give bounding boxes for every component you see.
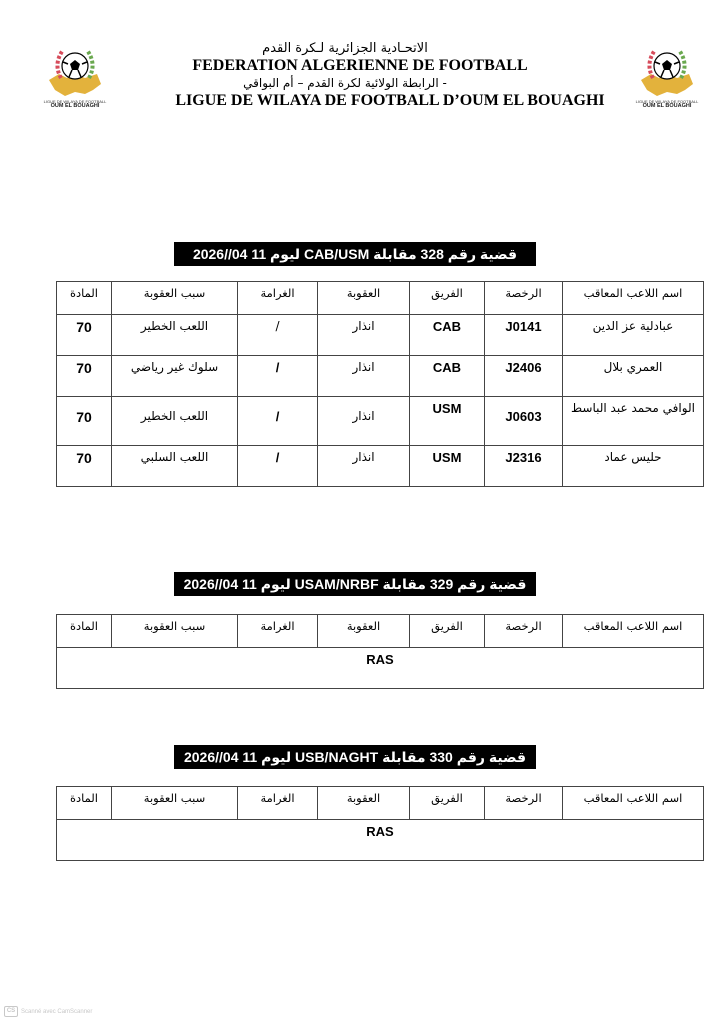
- cell-player: حليس عماد: [563, 446, 704, 487]
- col-header-license: الرخصة: [485, 615, 563, 648]
- cell-ras: RAS: [57, 648, 704, 689]
- cell-reason: اللعب الخطير: [112, 315, 238, 356]
- table-header-row: [57, 787, 704, 820]
- cell-article: 70: [57, 356, 112, 397]
- col-header-license: الرخصة: [485, 282, 563, 315]
- cell-player: الوافي محمد عبد الباسط: [563, 397, 704, 446]
- federation-french-title: FEDERATION ALGERIENNE DE FOOTBALL: [192, 57, 528, 74]
- col-header-reason: سبب العقوبة: [112, 787, 238, 820]
- cell-article: 70: [57, 315, 112, 356]
- cell-license: J0603: [485, 397, 563, 446]
- col-header-team: الفريق: [410, 787, 485, 820]
- camscanner-icon: CS: [4, 1006, 18, 1017]
- table-header-row: [57, 615, 704, 648]
- case-title-330: [174, 745, 536, 769]
- col-header-team: الفريق: [410, 615, 485, 648]
- sanctions-table-330: [56, 786, 704, 861]
- case-title-328: [174, 242, 536, 266]
- sanctions-table-328: [56, 281, 704, 487]
- col-header-fine: الغرامة: [238, 787, 318, 820]
- league-logo-right: [624, 44, 709, 112]
- col-header-penalty: العقوبة: [318, 787, 410, 820]
- cell-fine: /: [238, 315, 318, 356]
- col-header-article: المادة: [57, 615, 112, 648]
- col-header-reason: سبب العقوبة: [112, 615, 238, 648]
- sanctions-table-329: [56, 614, 704, 689]
- federation-arabic-title: الاتحـادية الجزائرية لـكرة القدم: [262, 41, 428, 56]
- cell-fine: /: [238, 446, 318, 487]
- document-header: [100, 40, 620, 109]
- col-header-article: المادة: [57, 787, 112, 820]
- cell-fine: /: [238, 397, 318, 446]
- col-header-player: اسم اللاعب المعاقب: [563, 282, 704, 315]
- football-logo-icon: [637, 44, 697, 100]
- logo-caption-line1: LIGUE DE WILAYA DE FOOTBALL: [635, 99, 699, 104]
- case-title-text: قضية رقم 328 مقابلة CAB/USM ليوم 11 04//2026: [192, 246, 518, 262]
- col-header-fine: الغرامة: [238, 615, 318, 648]
- cell-team: CAB: [410, 315, 485, 356]
- table-header-row: [57, 282, 704, 315]
- table-row: [57, 820, 704, 861]
- table-row: [57, 356, 704, 397]
- cell-reason: اللعب الخطير: [112, 397, 238, 446]
- cell-article: 70: [57, 446, 112, 487]
- cell-ras: RAS: [57, 820, 704, 861]
- league-french-title: LIGUE DE WILAYA DE FOOTBALL D’OUM EL BOUAGHI: [175, 92, 605, 109]
- case-title-329: [174, 572, 536, 596]
- camscanner-watermark: [4, 1006, 92, 1017]
- table-row: [57, 315, 704, 356]
- col-header-fine: الغرامة: [238, 282, 318, 315]
- watermark-text: Scanné avec CamScanner: [21, 1008, 93, 1015]
- cell-reason: اللعب السلبي: [112, 446, 238, 487]
- cell-license: J2316: [485, 446, 563, 487]
- cell-article: 70: [57, 397, 112, 446]
- cell-player: عبادلية عز الدين: [563, 315, 704, 356]
- table-row: [57, 648, 704, 689]
- cell-license: J2406: [485, 356, 563, 397]
- col-header-article: المادة: [57, 282, 112, 315]
- logo-caption-line2: OUM EL BOUAGHI: [50, 103, 100, 109]
- cell-team: USM: [410, 446, 485, 487]
- cell-penalty: انذار: [318, 356, 410, 397]
- col-header-reason: سبب العقوبة: [112, 282, 238, 315]
- cell-license: J0141: [485, 315, 563, 356]
- table-row: [57, 397, 704, 446]
- cell-penalty: انذار: [318, 315, 410, 356]
- col-header-penalty: العقوبة: [318, 615, 410, 648]
- col-header-player: اسم اللاعب المعاقب: [563, 787, 704, 820]
- cell-fine: /: [238, 356, 318, 397]
- league-arabic-title: - الرابطة الولائية لكرة القدم – أم البواقي: [243, 76, 447, 90]
- cell-penalty: انذار: [318, 397, 410, 446]
- cell-player: العمري بلال: [563, 356, 704, 397]
- table-row: [57, 446, 704, 487]
- logo-caption-line2: OUM EL BOUAGHI: [642, 103, 692, 109]
- col-header-team: الفريق: [410, 282, 485, 315]
- cell-penalty: انذار: [318, 446, 410, 487]
- col-header-license: الرخصة: [485, 787, 563, 820]
- cell-team: USM: [410, 397, 485, 446]
- col-header-penalty: العقوبة: [318, 282, 410, 315]
- cell-team: CAB: [410, 356, 485, 397]
- col-header-player: اسم اللاعب المعاقب: [563, 615, 704, 648]
- case-title-text: قضية رقم 329 مقابلة USAM/NRBF ليوم 11 04//2026: [183, 576, 527, 592]
- case-title-text: قضية رقم 330 مقابلة USB/NAGHT ليوم 11 04//2026: [183, 749, 526, 765]
- logo-caption-line1: LIGUE DE WILAYA DE FOOTBALL: [43, 99, 107, 104]
- cell-reason: سلوك غير رياضي: [112, 356, 238, 397]
